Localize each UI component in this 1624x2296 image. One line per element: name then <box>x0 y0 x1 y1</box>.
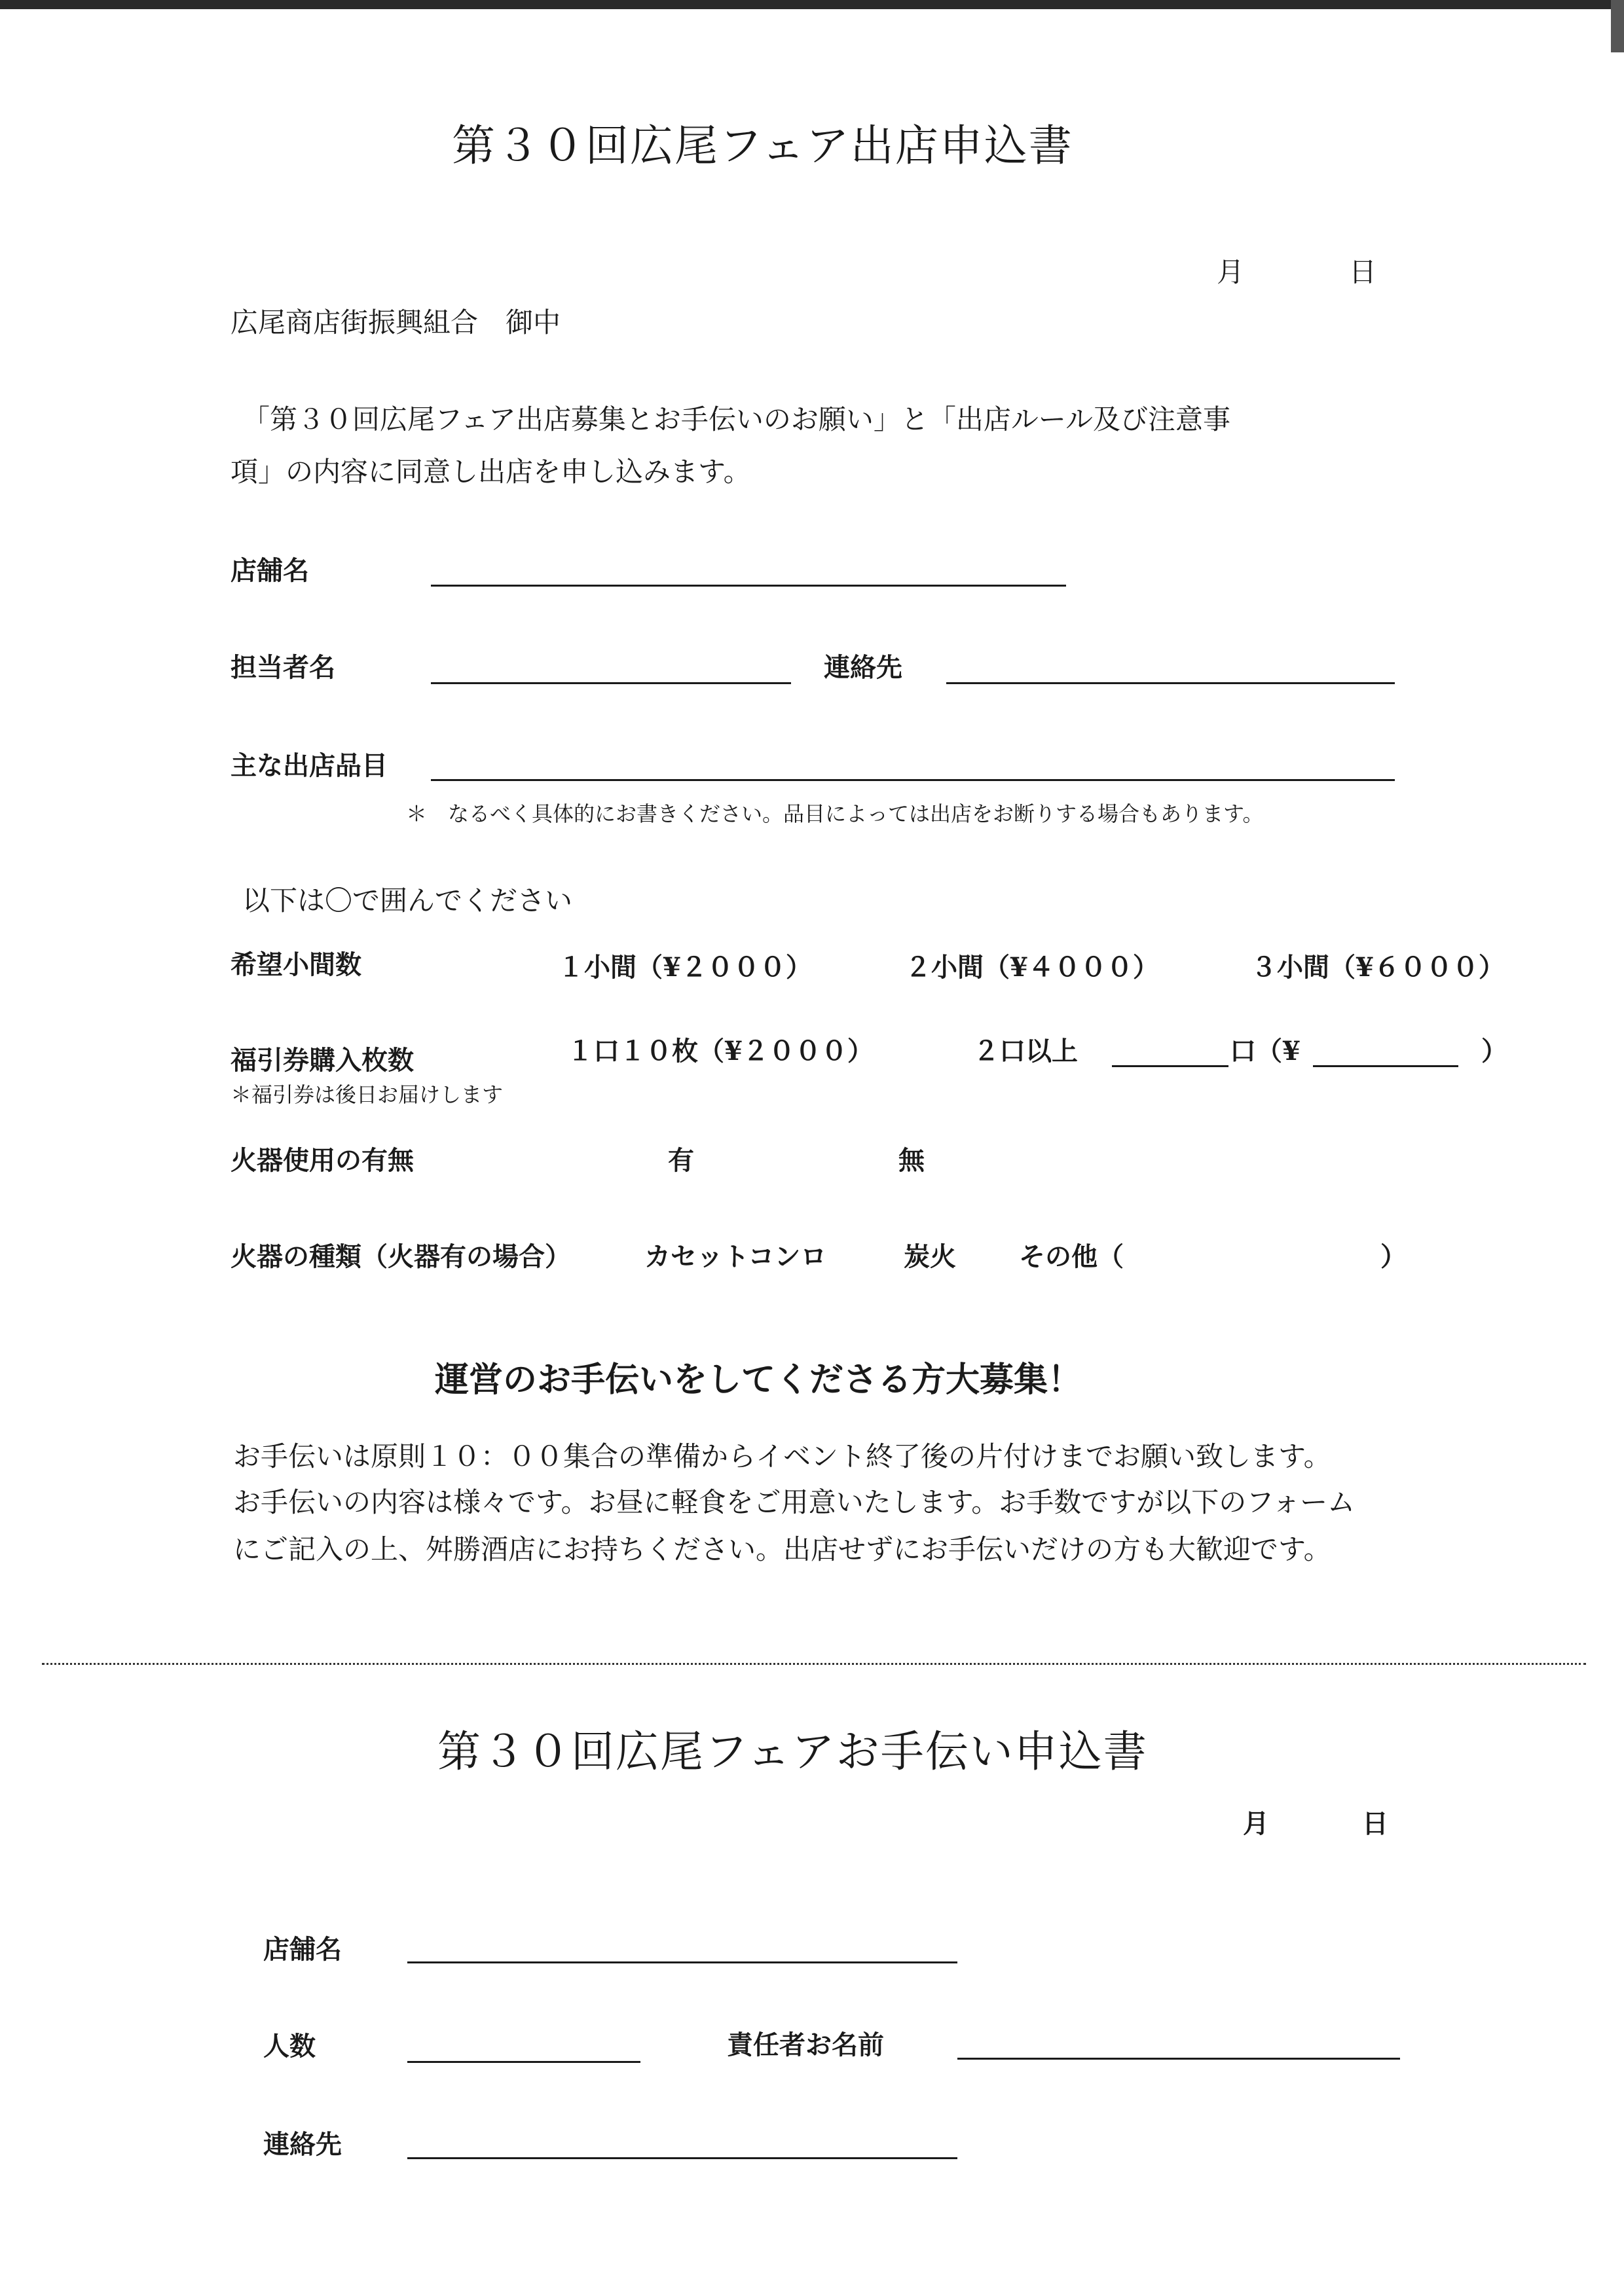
fire-type-label: 火器の種類（火器有の場合） <box>231 1241 571 1272</box>
ticket-units-field[interactable] <box>1112 1065 1228 1067</box>
fire-type-charcoal[interactable]: 炭火 <box>904 1241 956 1272</box>
helper-form-title: 第３０回広尾フェアお手伝い申込書 <box>437 1726 1148 1777</box>
store-name-label: 店舗名 <box>231 555 309 586</box>
ticket-option-1[interactable]: １口１０枚（¥２０００） <box>567 1036 874 1066</box>
helper-date-month: 月 <box>1243 1808 1269 1839</box>
helper-headcount-field[interactable] <box>407 2061 640 2063</box>
scan-right-edge <box>1611 0 1624 52</box>
fire-type-other-close: ） <box>1380 1241 1407 1272</box>
items-field[interactable] <box>431 779 1395 781</box>
ticket-note: ＊福引券は後日お届けします <box>231 1082 504 1107</box>
helper-date-day: 日 <box>1362 1808 1388 1839</box>
items-label: 主な出店品目 <box>231 750 388 781</box>
fire-type-cassette[interactable]: カセットコンロ <box>644 1241 827 1272</box>
date-month: 月 <box>1217 256 1245 288</box>
booth-option-1[interactable]: １小間（¥２０００） <box>558 952 812 983</box>
fire-type-other[interactable]: その他（ <box>1019 1241 1124 1272</box>
circle-instruction: 以下は〇で囲んでください <box>242 884 573 917</box>
helper-headcount-label: 人数 <box>263 2031 316 2062</box>
ticket-close-paren: ） <box>1481 1036 1507 1066</box>
contact-person-field[interactable] <box>431 682 791 684</box>
contact-field[interactable] <box>946 682 1395 684</box>
booth-label: 希望小間数 <box>231 949 361 980</box>
helper-store-name-label: 店舗名 <box>263 1934 342 1965</box>
helper-responsible-label: 責任者お名前 <box>727 2030 884 2060</box>
contact-label: 連絡先 <box>824 652 902 683</box>
helper-contact-label: 連絡先 <box>263 2129 342 2160</box>
ticket-option-2[interactable]: ２口以上 <box>973 1036 1078 1066</box>
recruitment-heading: 運営のお手伝いをしてくださる方大募集！ <box>435 1360 1082 1400</box>
ticket-label: 福引券購入枚数 <box>231 1045 414 1076</box>
booth-option-2[interactable]: ２小間（¥４０００） <box>905 952 1159 983</box>
helper-contact-field[interactable] <box>407 2157 957 2159</box>
items-note: ＊ なるべく具体的にお書きください。品目によっては出店をお断りする場合もあります。 <box>406 801 1264 826</box>
store-name-field[interactable] <box>431 585 1066 587</box>
helper-store-name-field[interactable] <box>407 1961 957 1963</box>
booth-option-3[interactable]: ３小間（¥６０００） <box>1251 952 1505 983</box>
helper-responsible-field[interactable] <box>957 2058 1400 2060</box>
contact-person-label: 担当者名 <box>231 652 335 683</box>
addressee: 広尾商店街振興組合 御中 <box>231 306 561 338</box>
consent-text-line1: 「第３０回広尾フェア出店募集とお手伝いのお願い」と「出店ルール及び注意事 <box>242 403 1231 435</box>
ticket-amount-field[interactable] <box>1313 1065 1458 1067</box>
date-day: 日 <box>1349 256 1377 288</box>
fire-use-label: 火器使用の有無 <box>231 1145 414 1176</box>
fire-use-yes[interactable]: 有 <box>668 1145 694 1176</box>
recruitment-line1: お手伝いは原則１０：００集合の準備からイベント終了後の片付けまでお願い致します。 <box>233 1440 1331 1472</box>
cut-line <box>42 1663 1586 1665</box>
recruitment-line3: にご記入の上、舛勝酒店にお持ちください。出店せずにお手伝いだけの方も大歓迎です。 <box>233 1533 1331 1565</box>
recruitment-line2: お手伝いの内容は様々です。お昼に軽食をご用意いたします。お手数ですが以下のフォーム <box>233 1486 1356 1518</box>
scan-top-edge <box>0 0 1624 9</box>
consent-text-line2: 項」の内容に同意し出店を申し込みます。 <box>231 456 751 488</box>
application-title: 第３０回広尾フェア出店申込書 <box>452 120 1073 171</box>
fire-use-no[interactable]: 無 <box>898 1145 925 1176</box>
ticket-unit-label: 口（¥ <box>1230 1036 1301 1066</box>
